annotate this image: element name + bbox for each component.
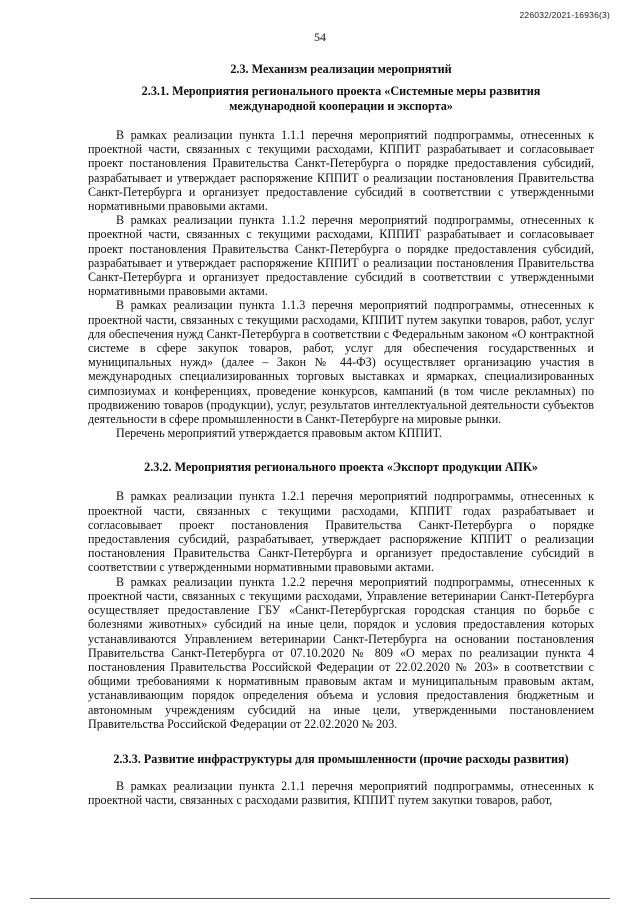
paragraph: В рамках реализации пункта 1.2.2 перечня мероприятий подпрограммы, отнесенных к проектной части, связанных с текущими расходами, Управление ветеринарии Санкт-Петербурга осуществляет предоставление ГБУ «Санкт-Петербургская городская станция по борьбе с болезнями животных» субсидий на иные цели, порядок и условия предоставления которых устанавливаются Управлением ветеринарии Санкт-Петербурга на основании постановления Правительства Санкт-Петербурга от 07.10.2020 № 809 «О мерах по реализации пункта 4 постановления Правительства Российской Федерации от 22.02.2020 № 203» в соответствии с общими требованиями к нормативным правовым актам и муниципальным правовым актам, устанавливающим порядок определения объема и условия предоставления бюджетным и автономным учреждениям субсидий на иные цели, утвержденными постановлением Правительства Российской Федерации от 22.02.2020 № 203.: [88, 574, 594, 731]
subsection-title-2-3-1: 2.3.1. Мероприятия регионального проекта «Системные меры развития международной кооперации и экспорта»: [141, 84, 541, 113]
document-body: [88, 62, 594, 807]
page-number: 54: [314, 30, 326, 44]
document-number: 226032/2021-16936(3): [519, 10, 610, 20]
paragraph: В рамках реализации пункта 1.1.2 перечня мероприятий подпрограммы, отнесенных к проектной части, связанных с текущими расходами, КППИТ разрабатывает и согласовывает проект постановления Правительства Санкт-Петербурга о порядке предоставления субсидий, разрабатывает и утверждает распоряжение КППИТ о реализации постановления Правительства Санкт-Петербурга и организует предоставление субсидий в соответствии с утвержденными нормативными правовыми актами.: [88, 213, 594, 299]
subsection-body-2-3-1: [88, 128, 594, 440]
paragraph: В рамках реализации пункта 1.1.3 перечня мероприятий подпрограммы, отнесенных к проектной части, связанных с текущими расходами, КППИТ путем закупки товаров, работ, услуг для обеспечения нужд Санкт-Петербурга в соответствии с Федеральным законом «О контрактной системе в сфере закупок товаров, работ, услуг для обеспечения государственных и муниципальных нужд» (далее – Закон № 44-ФЗ) осуществляет организацию участия в международных специализированных торговых выставках и ярмарках, специализированных симпозиумах и конференциях, проведение конкурсов, кампаний (в том числе рекламных) по продвижению товаров (продукции), услуг, результатов интеллектуальной деятельности субъектов деятельности в сфере промышленности в Санкт-Петербурге на мировые рынки.: [88, 298, 594, 427]
subsection-body-2-3-3: [88, 779, 594, 807]
paragraph: Перечень мероприятий утверждается правовым актом КППИТ.: [116, 426, 442, 441]
subsection-title-2-3-3: 2.3.3. Развитие инфраструктуры для промышленности (прочие расходы развития): [113, 751, 569, 766]
paragraph: В рамках реализации пункта 1.1.1 перечня мероприятий подпрограммы, отнесенных к проектной части, связанных с текущими расходами, КППИТ разрабатывает и согласовывает проект постановления Правительства Санкт-Петербурга о порядке предоставления субсидий, разрабатывает и утверждает распоряжение КППИТ о реализации постановления Правительства Санкт-Петербурга и организует предоставление субсидий в соответствии с утвержденными нормативными правовыми актами.: [88, 128, 594, 214]
subsection-title-2-3-2: 2.3.2. Мероприятия регионального проекта «Экспорт продукции АПК»: [144, 460, 538, 475]
section-title: 2.3. Механизм реализации мероприятий: [230, 62, 452, 76]
subsection-body-2-3-2: [88, 489, 594, 730]
footer-divider: [30, 898, 610, 899]
paragraph: В рамках реализации пункта 1.2.1 перечня мероприятий подпрограммы, отнесенных к проектной части, связанных с текущими расходами, КППИТ годах разрабатывает и согласовывает проект постановления Правительства Санкт-Петербурга о порядке предоставления субсидий, разрабатывает, утверждает распоряжение КППИТ о реализации постановления Правительства Санкт-Петербурга и организует предоставление субсидий в соответствии с утвержденными нормативными правовыми актами.: [88, 489, 594, 575]
paragraph: В рамках реализации пункта 2.1.1 перечня мероприятий подпрограммы, отнесенных к проектной части, связанных с расходами развития, КППИТ путем закупки товаров, работ,: [88, 778, 594, 808]
